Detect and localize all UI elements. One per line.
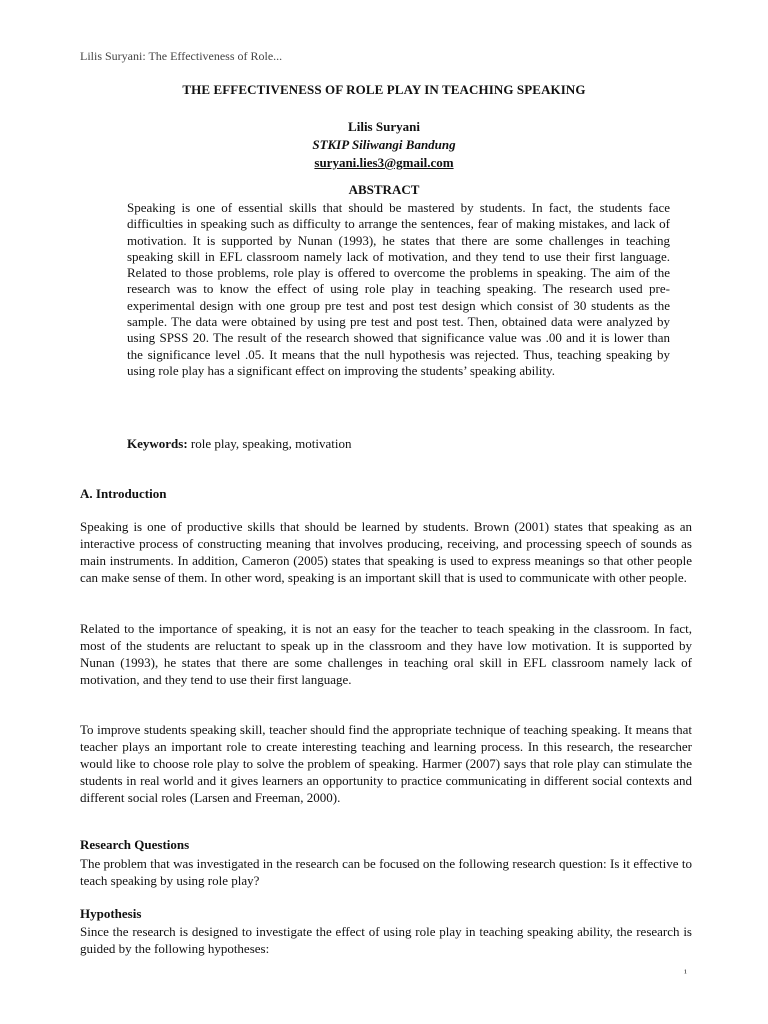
author-block <box>80 118 688 172</box>
author-affiliation: STKIP Siliwangi Bandung <box>312 137 456 152</box>
keywords-line <box>127 436 351 452</box>
abstract-body: Speaking is one of essential skills that should be mastered by students. In fact, the students face difficulties in speaking such as difficulty to arrange the sentences, fear of making mistakes, and lack of motivation. It is supported by Nunan (1993), he states that there are some challenges in teaching speaking skill in EFL classroom namely lack of motivation, and they tend to use their first language. Related to those problems, role play is offered to overcome the problems in speaking. The aim of the research was to know the effect of using role play in teaching speaking. The research used pre-experimental design with one group pre test and post test design which consist of 30 students as the sample. The data were obtained by using pre test and post test. Then, obtained data were analyzed by using SPSS 20. The result of the research showed that significance value was .00 and it is lower than the significance level .05. It means that the null hypothesis was rejected. Thus, teaching speaking by using role play has a significant effect on improving the students’ speaking ability. <box>127 200 670 378</box>
keywords-list: role play, speaking, motivation <box>190 436 352 451</box>
running-header <box>80 40 688 63</box>
introduction-paragraph-3: To improve students speaking skill, teacher should find the appropriate technique of teaching speaking. It means that teacher plays an important role to create interesting teaching and learning process. In this research, the researcher would like to choose role play to solve the problem of speaking. Harmer (2007) says that role play can stimulate the students in real world and it gives learners an opportunity to practice communicating in different social contexts and different social roles (Larsen and Freeman, 2000). <box>80 722 692 805</box>
paper-title: THE EFFECTIVENESS OF ROLE PLAY IN TEACHING SPEAKING <box>182 82 586 97</box>
running-header-text: Lilis Suryani: The Effectiveness of Role... <box>80 49 283 63</box>
page-marker: ¹ <box>684 968 687 979</box>
introduction-paragraph-2: Related to the importance of speaking, it is not an easy for the teacher to teach speaking in the classroom. In fact, most of the students are reluctant to speak up in the classroom and they have low motivation. It is supported by Nunan (1993), he states that there are some challenges in teaching oral skill in EFL classroom namely lack of motivation, and they tend to use their first language. <box>80 621 692 687</box>
research-questions-heading: Research Questions <box>80 837 190 852</box>
research-questions-text: The problem that was investigated in the research can be focused on the following research question: Is it effective to teach speaking by using role play? <box>80 856 692 888</box>
hypothesis-heading: Hypothesis <box>80 906 142 921</box>
introduction-heading: A. Introduction <box>80 486 167 501</box>
author-name: Lilis Suryani <box>348 119 420 134</box>
hypothesis-text: Since the research is designed to investigate the effect of using role play in teaching speaking ability, the research is guided by the following hypotheses: <box>80 924 692 956</box>
introduction-paragraph-1: Speaking is one of productive skills that should be learned by students. Brown (2001) states that speaking as an interactive process of constructing meaning that involves producing, receiving, and processing speech of sounds as main instruments. In addition, Cameron (2005) states that speaking is used to express meanings so that other people can make sense of them. In other word, speaking is an important skill that is used to communicate with other people. <box>80 519 692 585</box>
abstract-heading: ABSTRACT <box>348 182 420 197</box>
author-email[interactable]: suryani.lies3@gmail.com <box>314 155 454 170</box>
keywords-label: Keywords: <box>127 436 188 451</box>
